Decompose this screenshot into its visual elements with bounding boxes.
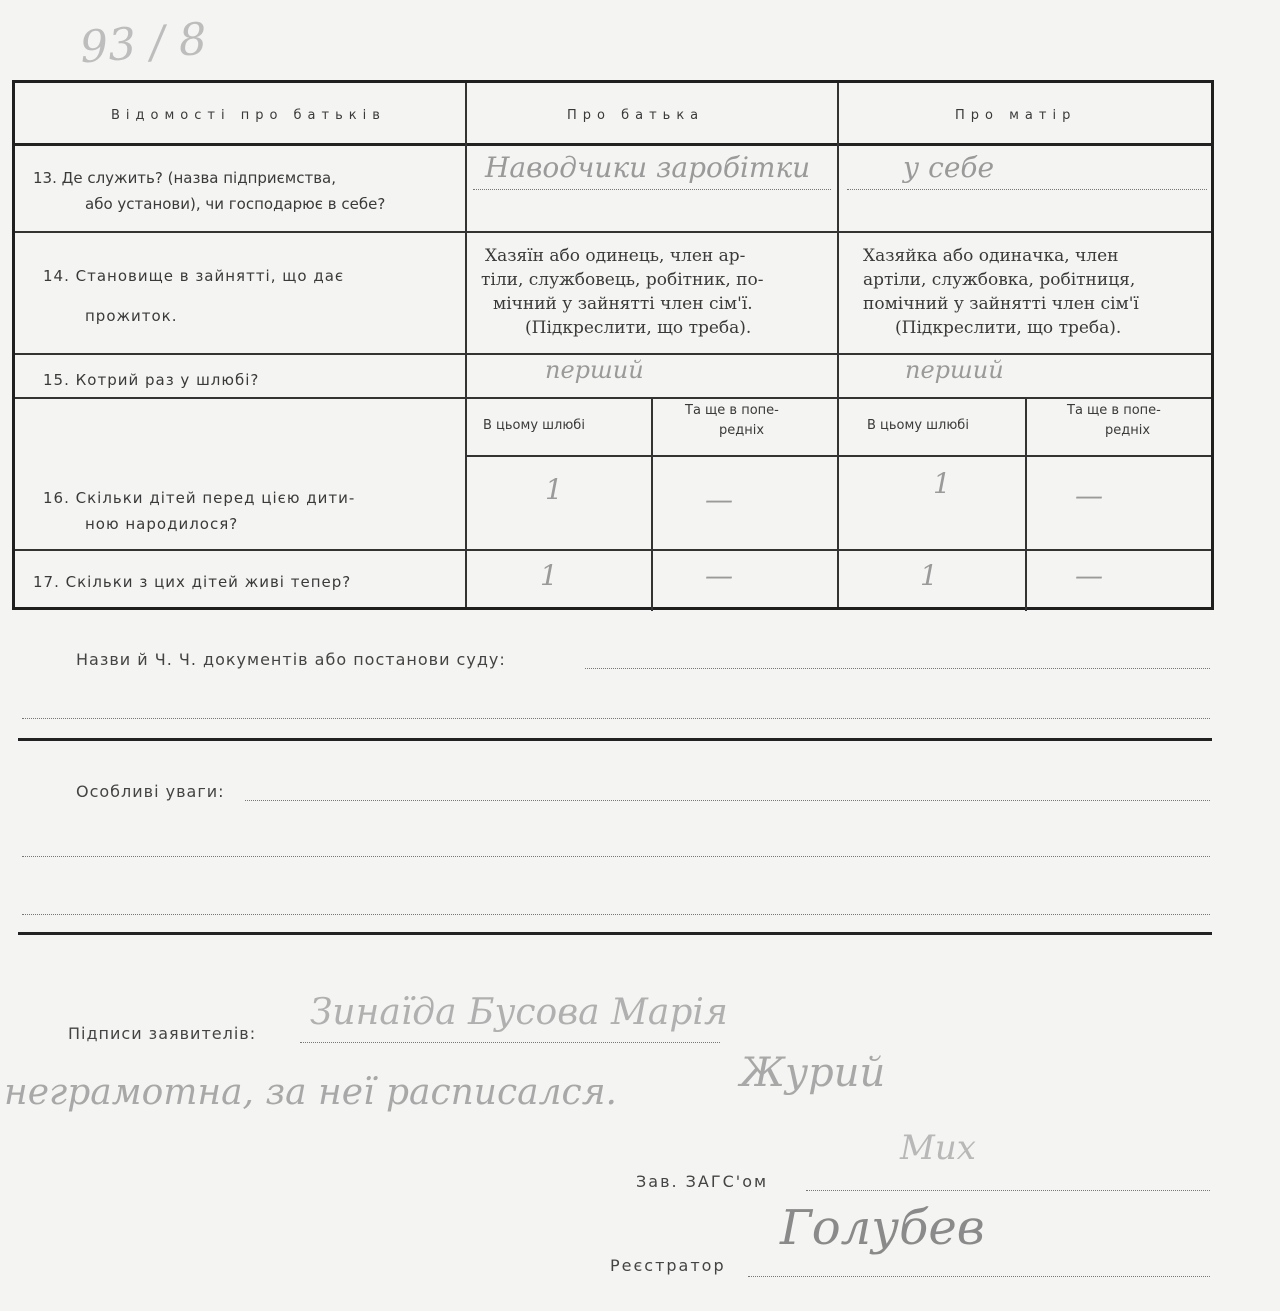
registrar-label: Реєстратор — [610, 1256, 726, 1275]
remarks-line-3 — [22, 914, 1210, 915]
row14-label-line1: 14. Становище в зайнятті, що дає — [43, 267, 345, 285]
row16-father-prev: — — [705, 483, 733, 516]
father-this-marriage-header: В цьому шлюбі — [483, 418, 585, 433]
zags-head-label: Зав. ЗАГС'ом — [636, 1172, 769, 1191]
zags-head-line — [806, 1190, 1210, 1191]
documents-line-1 — [585, 668, 1210, 669]
row16-label-line2: ною народилося? — [85, 515, 239, 533]
row17-mother-this: 1 — [920, 559, 938, 592]
row14-father-line2: тіли, службовець, робітник, по- — [481, 270, 764, 290]
row13-label-line2: або установи), чи господарює в себе? — [85, 195, 386, 213]
row16-father-this: 1 — [545, 473, 563, 506]
row15-label: 15. Котрий раз у шлюбі? — [43, 371, 260, 389]
row14-father-line3: мічний у зайнятті член сім'ї. — [493, 294, 753, 314]
row15-mother-value: перший — [905, 356, 1004, 384]
archive-number: 93 / 8 — [78, 13, 209, 74]
remarks-label: Особливі уваги: — [76, 782, 225, 801]
row15-father-value: перший — [545, 356, 644, 384]
signature-applicant-1: Зинаїда Бусова Марія — [310, 992, 728, 1033]
row13-label-line1: 13. Де служить? (назва підприємства, — [33, 169, 337, 187]
row14-mother-line1: Хазяйка або одиначка, член — [863, 246, 1119, 266]
header-col-father: Про батька — [567, 108, 705, 123]
registrar-line — [748, 1276, 1210, 1277]
row16-label-line1: 16. Скільки дітей перед цією дити- — [43, 489, 356, 507]
parents-info-table — [12, 80, 1214, 610]
row14-father-line4: (Підкреслити, що треба). — [525, 318, 752, 338]
mother-previous-header-line1: Та ще в попе- — [1067, 403, 1161, 418]
row17-father-prev: — — [705, 559, 733, 592]
header-col-mother: Про матір — [955, 108, 1077, 123]
remarks-line-1 — [245, 800, 1210, 801]
row13-father-value: Наводчики заробітки — [485, 151, 811, 184]
row14-mother-line3: помічний у зайнятті член сім'ї — [863, 294, 1139, 314]
row17-mother-prev: — — [1075, 559, 1103, 592]
row14-mother-line4: (Підкреслити, що треба). — [895, 318, 1122, 338]
father-previous-header-line1: Та ще в попе- — [685, 403, 779, 418]
documents-label: Назви й Ч. Ч. документів або постанови суду: — [76, 650, 506, 669]
documents-line-2 — [22, 718, 1210, 719]
signature-applicant-3: Мих — [900, 1128, 976, 1168]
mother-this-marriage-header: В цьому шлюбі — [867, 418, 969, 433]
row16-mother-this: 1 — [933, 467, 951, 500]
row14-label-line2: прожиток. — [85, 307, 178, 325]
father-previous-header-line2: редніх — [719, 423, 765, 438]
signature-illiterate-note: неграмотна, за неї расписался. — [4, 1072, 617, 1113]
mother-previous-header-line2: редніх — [1105, 423, 1151, 438]
row13-mother-value: у себе — [903, 151, 995, 184]
registrar-signature: Голубев — [780, 1200, 985, 1256]
row16-mother-prev: — — [1075, 479, 1103, 512]
remarks-line-2 — [22, 856, 1210, 857]
signatures-label: Підписи заявителів: — [68, 1024, 257, 1043]
row17-label: 17. Скільки з цих дітей живі тепер? — [33, 573, 352, 591]
header-col-parents-info: Відомості про батьків — [111, 108, 386, 123]
row17-father-this: 1 — [540, 559, 558, 592]
row14-father-line1: Хазяїн або одинець, член ар- — [485, 246, 746, 266]
signature-applicant-2: Журий — [740, 1050, 886, 1096]
row14-mother-line2: артіли, службовка, робітниця, — [863, 270, 1136, 290]
